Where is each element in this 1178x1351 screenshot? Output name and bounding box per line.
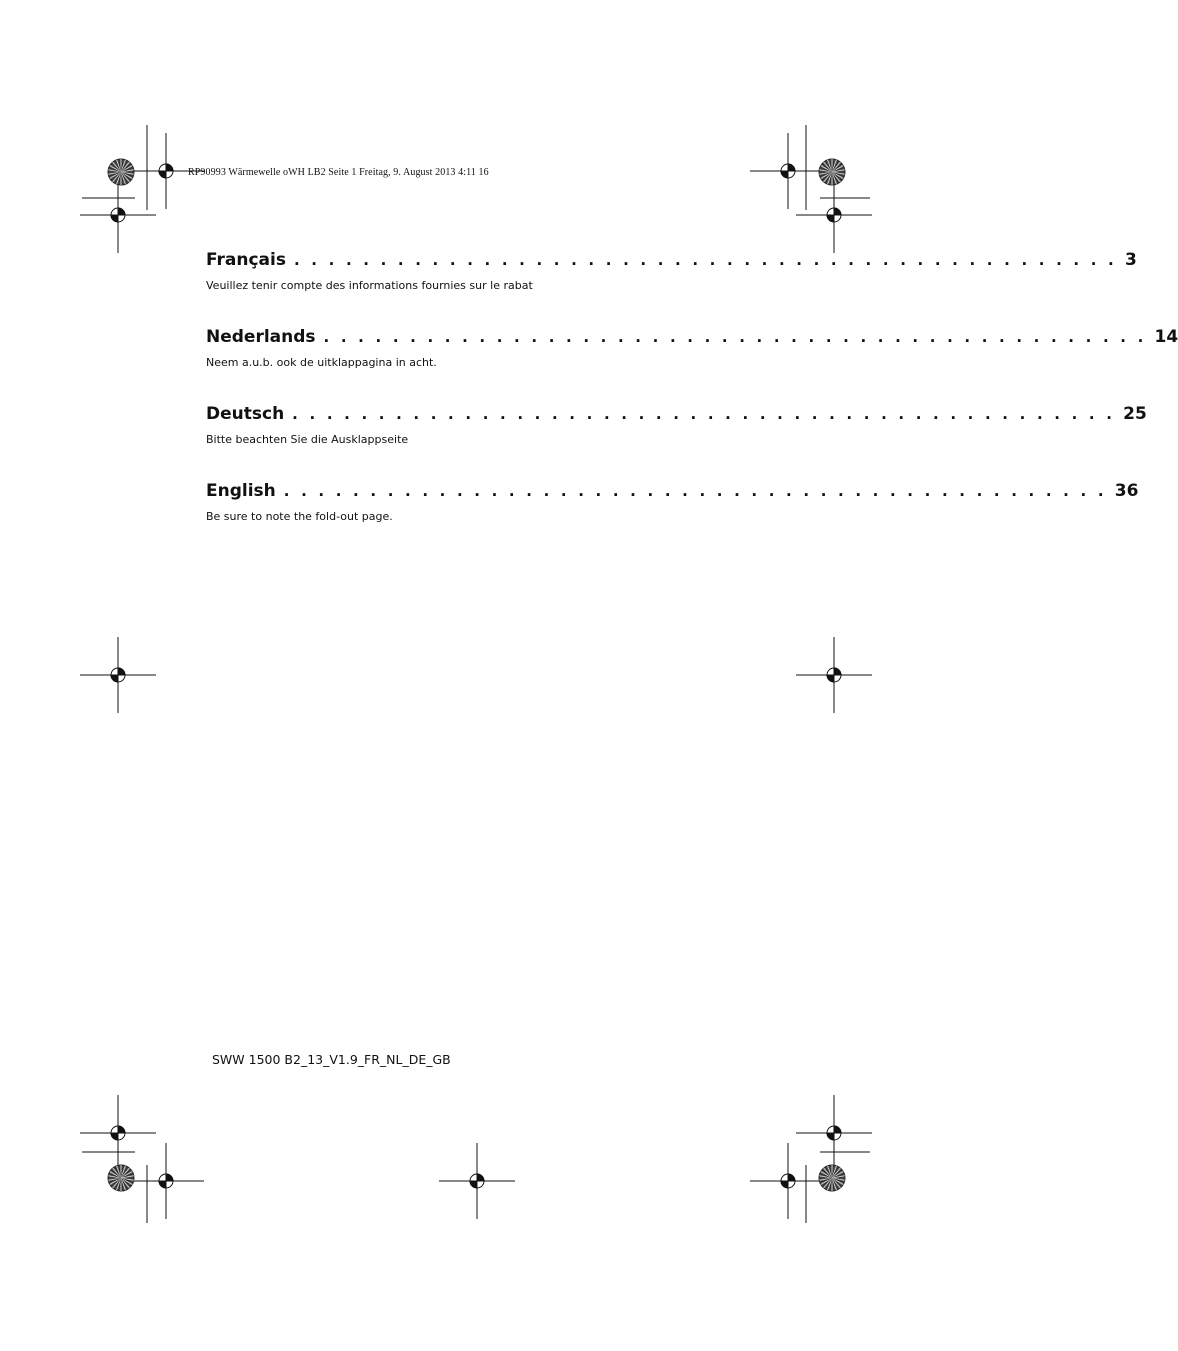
toc-entry-nederlands — [206, 327, 1178, 404]
toc-title: Français — [206, 250, 286, 270]
table-of-contents — [206, 250, 1178, 558]
registration-mark-icon — [80, 637, 156, 713]
toc-note: Neem a.u.b. ook de uitklappagina in acht. — [206, 356, 437, 369]
registration-mark-icon — [796, 177, 872, 253]
starburst-target-icon — [108, 159, 134, 185]
dot-leader: . . . . . . . . . . . . . . . . . . . . . . . . . . . . . . . . . . . . . . . . . . . . . . . . — [323, 328, 1147, 346]
registration-mark-icon — [80, 177, 156, 253]
dot-leader: . . . . . . . . . . . . . . . . . . . . . . . . . . . . . . . . . . . . . . . . . . . . . . . . — [292, 405, 1116, 423]
toc-page-number: 3 — [1124, 250, 1137, 270]
toc-note: Be sure to note the fold-out page. — [206, 510, 393, 523]
registration-mark-icon — [750, 1143, 826, 1219]
registration-mark-icon — [80, 1095, 156, 1171]
registration-mark-icon — [750, 133, 826, 209]
dot-leader: . . . . . . . . . . . . . . . . . . . . . . . . . . . . . . . . . . . . . . . . . . . . . . . . — [283, 482, 1107, 500]
registration-mark-icon — [128, 1143, 204, 1219]
starburst-target-icon — [819, 1165, 845, 1191]
starburst-target-icon — [819, 159, 845, 185]
starburst-target-icon — [108, 1165, 134, 1191]
document-code: SWW 1500 B2_13_V1.9_FR_NL_DE_GB — [212, 1052, 451, 1067]
registration-mark-icon — [796, 637, 872, 713]
registration-mark-icon — [439, 1143, 515, 1219]
registration-mark-icon — [128, 133, 204, 209]
toc-title: Deutsch — [206, 404, 285, 424]
toc-entry-english — [206, 481, 1139, 558]
toc-entry-deutsch — [206, 404, 1147, 481]
toc-note: Veuillez tenir compte des informations fournies sur le rabat — [206, 279, 533, 292]
dot-leader: . . . . . . . . . . . . . . . . . . . . . . . . . . . . . . . . . . . . . . . . . . . . . . . . — [293, 251, 1117, 269]
toc-title: English — [206, 481, 276, 501]
toc-page-number: 14 — [1154, 327, 1178, 347]
toc-title: Nederlands — [206, 327, 316, 347]
toc-note: Bitte beachten Sie die Ausklappseite — [206, 433, 409, 446]
toc-page-number: 25 — [1123, 404, 1147, 424]
print-slug-header: RP90993 Wärmewelle oWH LB2 Seite 1 Freitag, 9. August 2013 4:11 16 — [188, 167, 489, 178]
toc-page-number: 36 — [1114, 481, 1139, 501]
toc-entry-francais — [206, 250, 1137, 327]
registration-mark-icon — [796, 1095, 872, 1171]
